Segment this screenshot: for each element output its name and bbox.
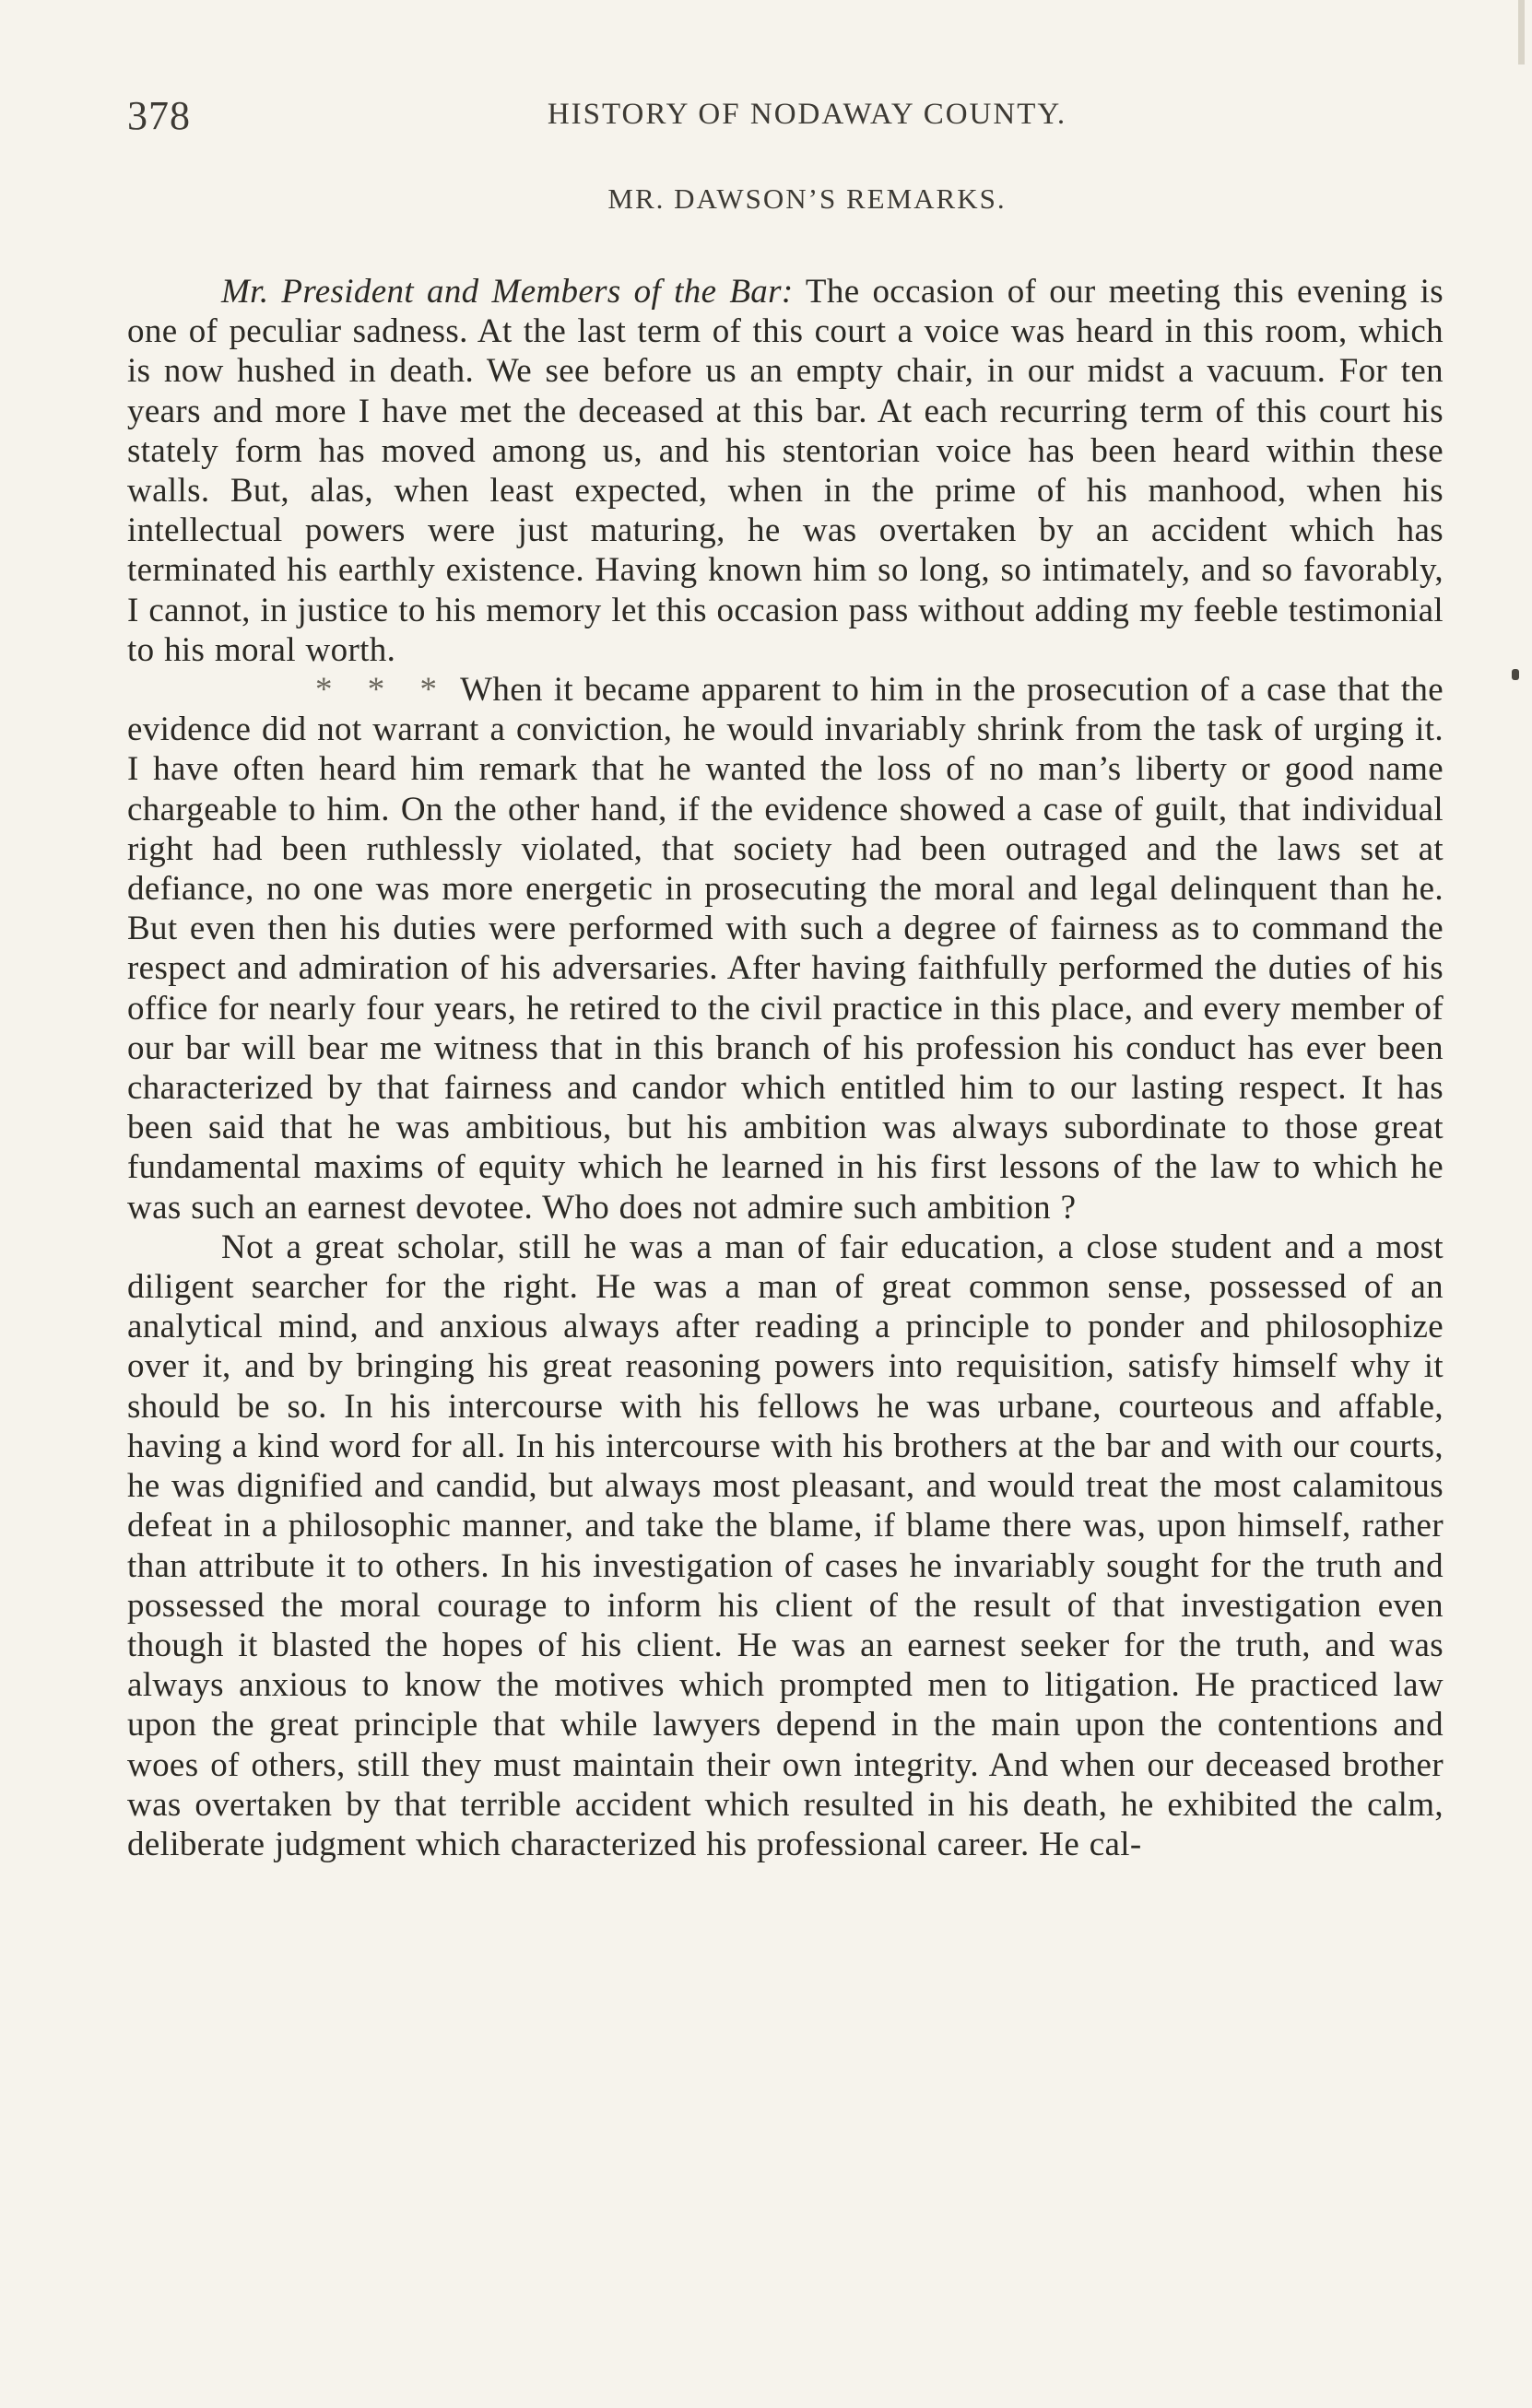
- paragraph: [127, 670, 1444, 1227]
- page-number: 378: [127, 93, 191, 138]
- body-text: [127, 272, 1444, 1864]
- paragraph-text: When it became apparent to him in the prosecution of a case that the evidence did not warrant a conviction, he would invariably shrink from the task of urging it. I have often heard him remark that he wanted the loss of no man’s liberty or good name chargeable to him. On the other hand, if the evidence showed a case of guilt, that individual right had been ruthlessly violated, that society had been outraged and the laws set at defiance, no one was more energetic in prosecuting the moral and legal delinquent than he. But even then his duties were performed with such a degree of fairness as to command the respect and admiration of his adversaries. After having faithfully performed the duties of his office for nearly four years, he retired to the civil practice in this place, and every member of our bar will bear me witness that in this branch of his profession his conduct has ever been characterized by that fairness and candor which entitled him to our lasting respect. It has been said that he was ambitious, but his ambition was always subordinate to those great fundamental maxims of equity which he learned in his first lessons of the law to which he was such an earnest devotee. Who does not admire such ambition ?: [127, 671, 1444, 1227]
- paragraph-text: The occasion of our meeting this evening is one of peculiar sadness. At the last term of this court a voice was heard in this room, which is now hushed in death. We see before us an empty chair, in our midst a vacuum. For ten years and more I have met the deceased at this bar. At each recurring term of this court his stately form has moved among us, and his stentorian voice has been heard within these walls. But, alas, when least expected, when in the prime of his manhood, when his intellectual powers were just maturing, he was overtaken by an accident which has terminated his earthly existence. Having known him so long, so intimately, and so favorably, I cannot, in justice to his memory let this occasion pass without adding my feeble testimonial to his moral worth.: [127, 273, 1444, 669]
- margin-ink-mark: [1512, 669, 1519, 680]
- running-header: [127, 88, 1487, 144]
- salutation: Mr. President and Members of the Bar:: [221, 273, 794, 311]
- paragraph: [127, 1227, 1444, 1864]
- book-title: HISTORY OF NODAWAY COUNTY.: [547, 98, 1067, 131]
- page-edge-shadow: [1518, 0, 1525, 65]
- paragraph-text: Not a great scholar, still he was a man of fair education, a close student and a most diligent searcher for the right. He was a man of great common sense, possessed of an analytical mind, and anxious always after reading a principle to ponder and philosophize over it, and by bringing his great reasoning powers into requisition, satisfy himself why it should be so. In his intercourse with his fellows he was urbane, courteous and affable, having a kind word for all. In his intercourse with his brothers at the bar and with our courts, he was dignified and candid, but always most pleasant, and would treat the most calamitous defeat in a philosophic manner, and take the blame, if blame there was, upon himself, rather than attribute it to others. In his investigation of cases he invariably sought for the truth and possessed the moral courage to inform his client of the result of that investigation even though it blasted the hopes of his client. He was an earnest seeker for the truth, and was always anxious to know the motives which prompted men to litigation. He practiced law upon the great principle that while lawyers depend in the main upon the contentions and woes of others, still they must maintain their own integrity. And when our deceased brother was overtaken by that terrible accident which resulted in his death, he exhibited the calm, deliberate judgment which characterized his professional career. He cal-: [127, 1227, 1444, 1863]
- paragraph: [127, 272, 1444, 670]
- section-title: MR. DAWSON’S REMARKS.: [607, 182, 1007, 215]
- ellipsis-stars: * * *: [315, 671, 450, 710]
